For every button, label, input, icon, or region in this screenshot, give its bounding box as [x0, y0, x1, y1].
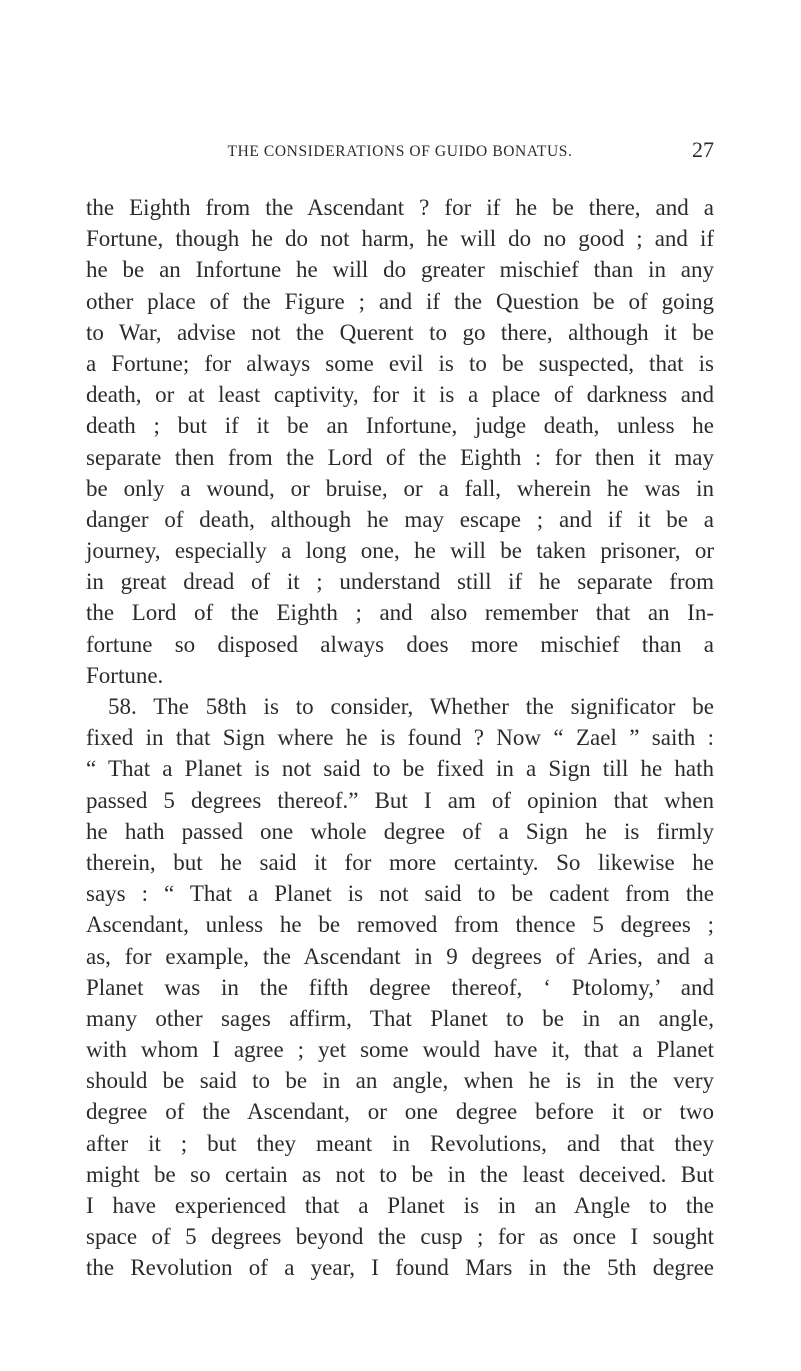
text-line: he be an Infortune he will do greater mischief than in any — [86, 257, 714, 283]
text-line: says : “ That a Planet is not said to be cadent from the — [86, 881, 714, 907]
text-line: a Fortune; for always some evil is to be suspected, that is — [86, 350, 714, 376]
page-number: 27 — [692, 137, 714, 162]
text-line: fixed in that Sign where he is found ? Now “ Zael ” saith : — [86, 725, 714, 751]
text-line: as, for example, the Ascendant in 9 degrees of Aries, and a — [86, 943, 714, 969]
text-line: “ That a Planet is not said to be fixed in a Sign till he hath — [86, 756, 714, 782]
text-line: Planet was in the fifth degree thereof, ‘ Ptolomy,’ and — [86, 974, 714, 1000]
text-line: Fortune. — [86, 662, 164, 688]
text-line: the Eighth from the Ascendant ? for if he be there, and a — [86, 195, 714, 220]
text-line: should be said to be in an angle, when he is in the very — [86, 1068, 714, 1094]
running-head — [86, 137, 714, 167]
text-line: space of 5 degrees beyond the cusp ; for as once I sought — [86, 1224, 714, 1250]
text-line: after it ; but they meant in Revolutions, and that they — [86, 1130, 714, 1156]
text-line: passed 5 degrees thereof.” But I am of opinion that when — [86, 787, 714, 813]
text-line: Fortune, though he do not harm, he will do no good ; and if — [86, 226, 714, 252]
text-line: other place of the Figure ; and if the Question be of going — [86, 288, 714, 314]
text-line: danger of death, although he may escape ; and if it be a — [86, 506, 714, 532]
text-line: journey, especially a long one, he will be taken prisoner, or — [86, 538, 714, 564]
text-line: with whom I agree ; yet some would have it, that a Planet — [86, 1037, 714, 1063]
text-line: death ; but if it be an Infortune, judge death, unless he — [86, 413, 714, 439]
text-line: death, or at least captivity, for it is a place of darkness and — [86, 382, 714, 408]
text-line: to War, advise not the Querent to go there, although it be — [86, 319, 714, 345]
body-text — [86, 192, 714, 1284]
text-line: degree of the Ascendant, or one degree before it or two — [86, 1099, 714, 1125]
text-line: I have experienced that a Planet is in an Angle to the — [86, 1193, 714, 1218]
text-line: fortune so disposed always does more mischief than a — [86, 631, 714, 657]
text-line: therein, but he said it for more certainty. So likewise he — [86, 849, 714, 875]
text-line: Ascendant, unless he be removed from thence 5 degrees ; — [86, 912, 714, 938]
text-line: 58. The 58th is to consider, Whether the significator be — [108, 694, 714, 719]
text-line: be only a wound, or bruise, or a fall, wherein he was in — [86, 475, 714, 501]
running-title: THE CONSIDERATIONS OF GUIDO BONATUS. — [227, 143, 573, 160]
text-line: the Revolution of a year, I found Mars in the 5th degree — [86, 1255, 714, 1281]
text-line: the Lord of the Eighth ; and also remember that an In- — [86, 600, 714, 626]
text-line: in great dread of it ; understand still if he separate from — [86, 569, 714, 595]
text-line: he hath passed one whole degree of a Sign he is firmly — [86, 818, 714, 844]
text-line: separate then from the Lord of the Eighth : for then it may — [86, 444, 714, 470]
text-line: many other sages affirm, That Planet to be in an angle, — [86, 1005, 714, 1031]
text-line: might be so certain as not to be in the least deceived. But — [86, 1161, 714, 1187]
